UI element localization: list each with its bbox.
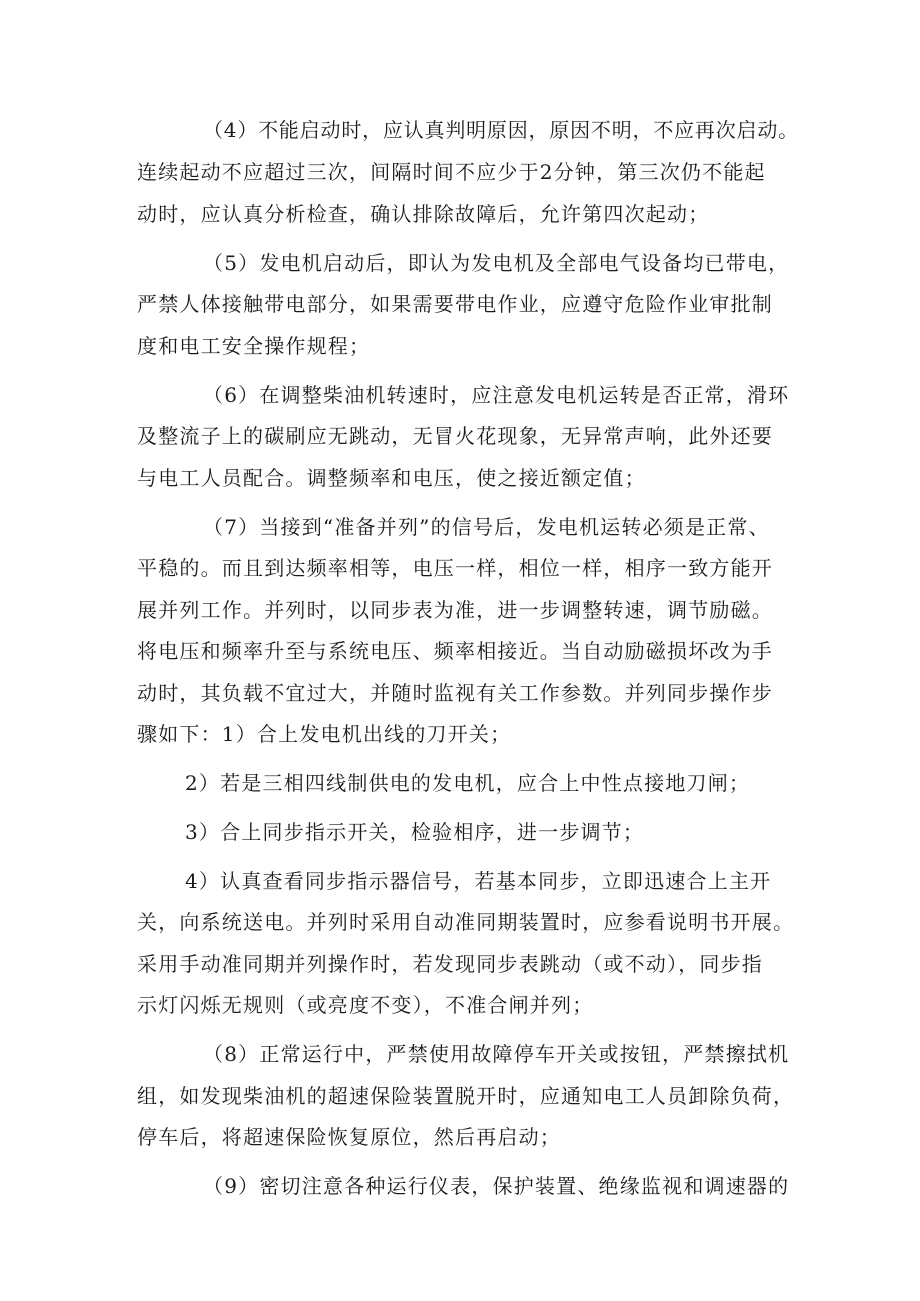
paragraph-6-line-2: 及整流子上的碳刷应无跳动，无冒火花现象，无异常声响，此外还要 (137, 424, 773, 448)
paragraph-4-line-3: 动时，应认真分析检查，确认排除故障后，允许第四次起动； (137, 202, 710, 226)
paragraph-7-line-3: 展并列工作。并列时，以同步表为准，进一步调整转速，调节励磁。 (137, 598, 773, 622)
step-2-line: 2）若是三相四线制供电的发电机，应合上中性点接地刀闸； (185, 771, 751, 795)
step-4-line-4: 示灯闪烁无规则（或亮度不变），不准合闸并列； (137, 993, 594, 1017)
paragraph-8-line-3: 停车后，将超速保险恢复原位，然后再启动； (137, 1125, 561, 1149)
paragraph-8-line-2: 组，如发现柴油机的超速保险装置脱开时，应通知电工人员卸除负荷， (137, 1084, 795, 1108)
paragraph-7-line-5: 动时，其负载不宜过大，并随时监视有关工作参数。并列同步操作步 (137, 681, 773, 705)
paragraph-7-line-2: 平稳的。而且到达频率相等，电压一样，相位一样，相序一致方能开 (137, 556, 773, 580)
paragraph-4-line-2: 连续起动不应超过三次，间隔时间不应少于2分钟，第三次仍不能起 (137, 160, 766, 184)
paragraph-4-line-1: （4）不能启动时，应认真判明原因，原因不明，不应再次启动。 (203, 118, 799, 142)
paragraph-9-line-1: （9）密切注意各种运行仪表，保护装置、绝缘监视和调速器的 (203, 1174, 790, 1198)
paragraph-7-line-6: 骤如下：1）合上发电机出线的刀开关； (137, 722, 512, 746)
paragraph-7-line-4: 将电压和频率升至与系统电压、频率相接近。当自动励磁损坏改为手 (137, 639, 773, 663)
step-4-line-2: 关，向系统送电。并列时采用自动准同期装置时，应参看说明书开展。 (137, 910, 795, 934)
paragraph-5-line-2: 严禁人体接触带电部分，如果需要带电作业，应遵守危险作业审批制 (137, 292, 773, 316)
paragraph-6-line-3: 与电工人员配合。调整频率和电压，使之接近额定值； (137, 466, 646, 490)
step-4-line-1: 4）认真查看同步指示器信号，若基本同步，立即迅速合上主开 (185, 869, 772, 893)
paragraph-5-line-1: （5）发电机启动后，即认为发电机及全部电气设备均已带电， (203, 251, 790, 275)
paragraph-5-line-3: 度和电工安全操作规程； (137, 334, 371, 358)
step-3-line: 3）合上同步指示开关，检验相序，进一步调节； (185, 820, 645, 844)
paragraph-8-line-1: （8）正常运行中，严禁使用故障停车开关或按钮，严禁擦拭机 (203, 1042, 790, 1066)
paragraph-7-line-1: （7）当接到“准备并列”的信号后，发电机运转必须是正常、 (203, 515, 770, 539)
paragraph-6-line-1: （6）在调整柴油机转速时，应注意发电机运转是否正常，滑环 (203, 383, 790, 407)
step-4-line-3: 采用手动准同期并列操作时，若发现同步表跳动（或不动），同步指 (137, 952, 763, 976)
